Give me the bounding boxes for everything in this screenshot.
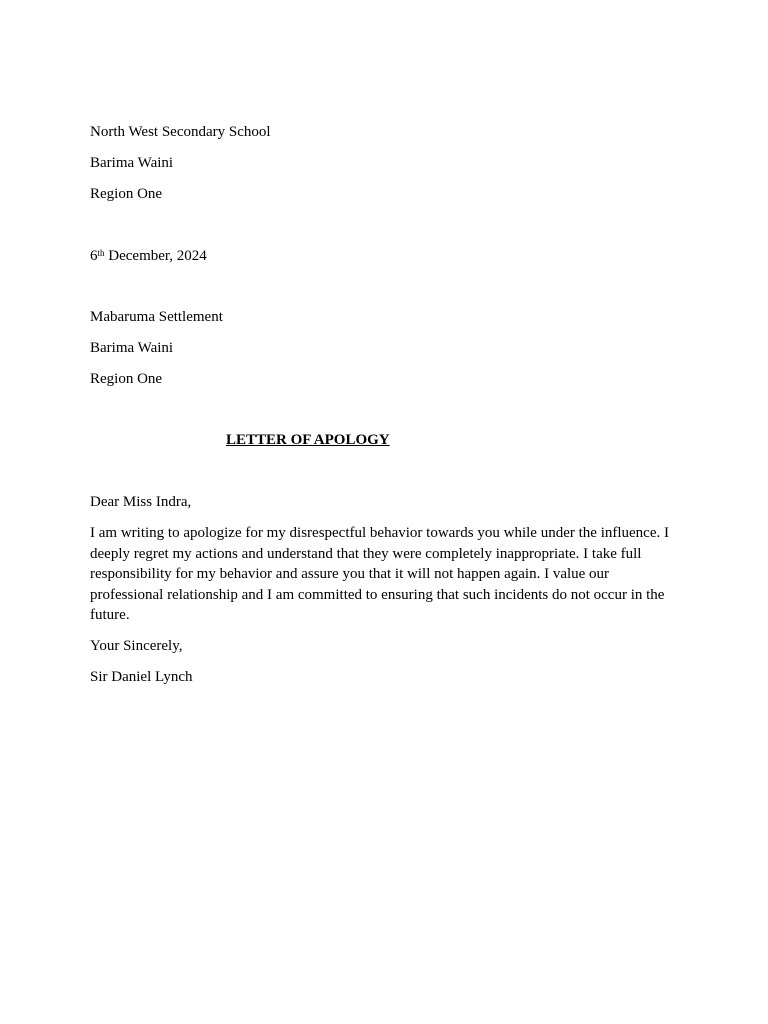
body-paragraph: I am writing to apologize for my disrespectful behavior towards you while under the influence. I deeply regret my actions and understand that they were completely inappropriate. I take full responsibility for my behavior and assure you that it will not happen again. I value our professional relationship and I am committed to ensuring that such incidents do not occur in the future. bbox=[90, 525, 669, 623]
sender-address-line-3: Region One bbox=[90, 186, 163, 202]
letter-date bbox=[90, 246, 207, 266]
recipient-address-line-1: Mabaruma Settlement bbox=[90, 309, 223, 325]
letter-title: LETTER OF APOLOGY bbox=[226, 432, 390, 448]
sender-address-line-1: North West Secondary School bbox=[90, 124, 271, 140]
salutation: Dear Miss Indra, bbox=[90, 494, 192, 510]
date-month-year: December, 2024 bbox=[104, 248, 207, 264]
signature-name: Sir Daniel Lynch bbox=[90, 669, 193, 685]
recipient-address-line-3: Region One bbox=[90, 371, 163, 387]
closing: Your Sincerely, bbox=[90, 638, 183, 654]
date-day-suffix: th bbox=[97, 248, 105, 258]
recipient-address-line-2: Barima Waini bbox=[90, 340, 174, 356]
date-day: 6 bbox=[90, 248, 98, 264]
sender-address-line-2: Barima Waini bbox=[90, 155, 174, 171]
